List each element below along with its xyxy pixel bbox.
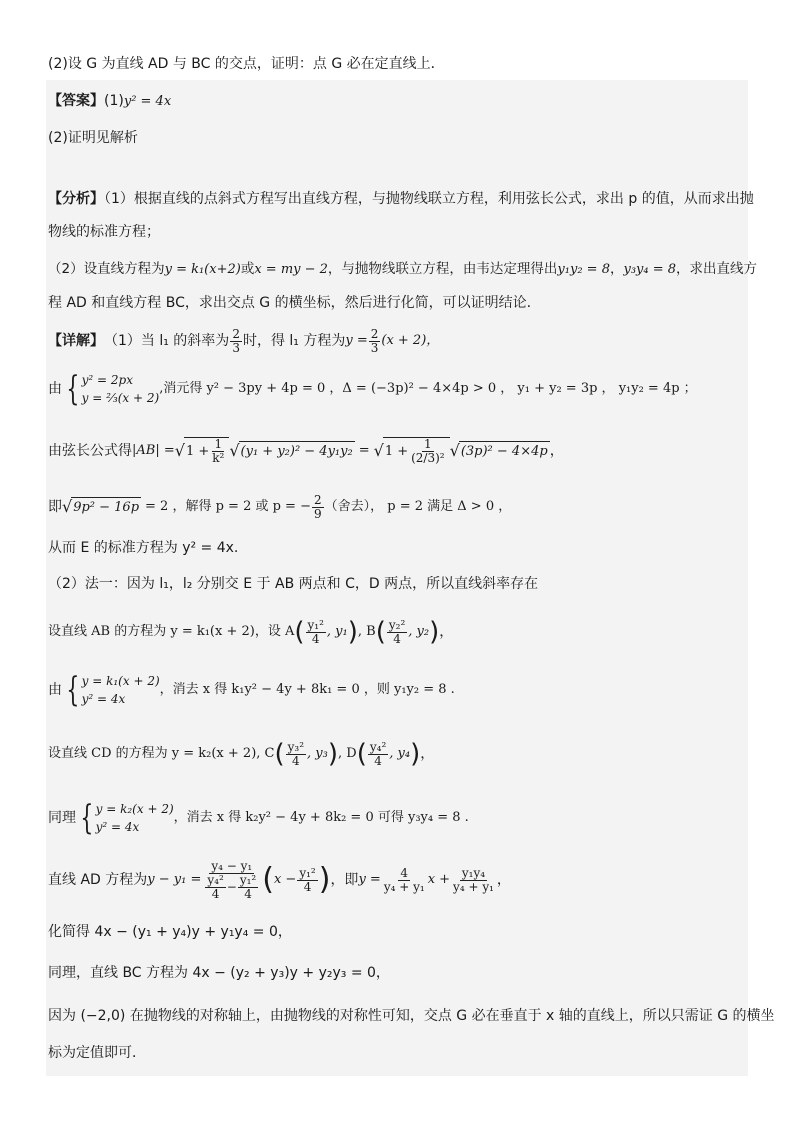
answer-1-label: (1) bbox=[104, 93, 124, 109]
sqrt-icon-2: √ bbox=[229, 441, 240, 460]
sqrt-icon-5: √ bbox=[62, 497, 73, 516]
question-2-line: (2)设 G 为直线 AD 与 BC 的交点，证明：点 G 必在定直线上． bbox=[48, 56, 445, 72]
fraction-product-over-sum: $\frac{\text{y₁y₄}}{\text{y₄ + y₁}}$ bbox=[453, 865, 494, 894]
because-line-2: 标为定值即可． bbox=[48, 1045, 146, 1061]
ji-label: 即 bbox=[48, 499, 62, 515]
ji-text: = 2 ，解得 p = 2 或 p = − bbox=[145, 499, 311, 514]
analysis-line-1 bbox=[48, 189, 754, 209]
sqrt-term-1: 1 + $\frac{1}{\text{k²}}$ bbox=[184, 437, 229, 465]
system-3-line bbox=[48, 796, 748, 840]
answer-line bbox=[48, 91, 748, 112]
analysis-line-2d: 程 AD 和直线方程 BC，求出交点 G 的横坐标，然后进行化简，可以证明结论. bbox=[48, 295, 532, 311]
answer-1-eq: y² = 4x bbox=[123, 94, 172, 109]
detail-text-1a: （1）当 l₁ 的斜率为 bbox=[104, 333, 230, 349]
system-1-line bbox=[48, 364, 748, 414]
chord-length-line bbox=[48, 426, 748, 476]
ji-radicand: 9p² − 16p bbox=[71, 497, 141, 518]
bc-line: 同理，直线 BC 方程为 4x − (y₂ + y₃)y + y₂y₃ = 0， bbox=[48, 965, 390, 981]
elimination-text: ,消元得 y² − 3py + 4p = 0 ，Δ = (−3p)² − 4×4p > 0 ， y₁ + y₂ = 3p ， y₁y₂ = 4p ； bbox=[159, 381, 697, 396]
analysis-text-2a: （2）设直线方程为 bbox=[48, 261, 165, 277]
chord-equals: = bbox=[358, 443, 370, 458]
detail-tag: 【详解】 bbox=[48, 333, 104, 349]
fraction-two-ninths: $\frac{2}{9}$ bbox=[313, 492, 322, 521]
fraction-y2sq-4: $\frac{\text{y₂²}}{4}$ bbox=[388, 617, 406, 646]
detail-eq-1: y = bbox=[345, 333, 368, 348]
ab-text-a: 设直线 AB 的方程为 y = k₁(x + 2)，设 A bbox=[48, 624, 295, 639]
fraction-y3sq-4: $\frac{\text{y₃²}}{4}$ bbox=[287, 739, 305, 768]
sqrt-icon: √ bbox=[174, 441, 185, 460]
analysis-or: 或 bbox=[240, 261, 255, 277]
analysis-eq-2: x = my − 2 bbox=[254, 262, 328, 277]
detail-text-1b: 时，得 l₁ 方程为 bbox=[242, 333, 346, 349]
fraction-4-over-sum: $\frac{4}{\text{y₄ + y₁}}$ bbox=[383, 865, 425, 894]
fraction-y1sq-4-b: $\frac{\text{y₁²}}{4}$ bbox=[299, 865, 316, 894]
fraction-two-thirds-b: $\frac{2}{3}$ bbox=[370, 326, 379, 355]
you-label: 由 bbox=[48, 381, 62, 397]
ji-line bbox=[48, 492, 748, 522]
chord-end: ， bbox=[549, 443, 564, 459]
chord-ab: |AB| = bbox=[132, 443, 175, 458]
ad-x-plus: x + bbox=[427, 872, 451, 887]
cd-text-a: 设直线 CD 的方程为 y = k₂(x + 2), C bbox=[48, 746, 275, 761]
part-2-line: （2）法一：因为 l₁，l₂ 分别交 E 于 AB 两点和 C，D 两点，所以直线斜率存在 bbox=[48, 576, 539, 592]
sqrt-term-2: (y₁ + y₂)² − 4y₁y₂ bbox=[239, 441, 355, 462]
line-cd-setup: 设直线 CD 的方程为 y = k₂(x + 2), C ( $\frac{\text{y₃²}}{4}$ , y₃ ) , D ( $\frac{\text{y₄²}}{4}$ , y₄ ) ， bbox=[48, 739, 435, 769]
ji-text-2: （舍去）， p = 2 满足 Δ > 0 ， bbox=[324, 499, 512, 514]
analysis-line-1b: 物线的标准方程； bbox=[48, 224, 160, 240]
line-ad-equation: 直线 AD 方程为 y − y₁ = y₄ − y₁ $\frac{\text{y₄²}}{4}$ − $\frac{\text{y₁²}}{4}$ ( x − $\frac{\text{y₁²}}{4}$ ) ，即 y = $\frac{4}{\text{y₄ + y₁}}$ x + $\frac{\text{y₁y₄}}{\text{y₄ + y₁}}$ ， bbox=[48, 858, 511, 901]
answer-tag: 【答案】 bbox=[48, 93, 104, 109]
ad-label: 直线 AD 方程为 bbox=[48, 872, 148, 888]
standard-equation-line: 从而 E 的标准方程为 y² = 4x. bbox=[48, 540, 239, 556]
detail-eq-1b: (x + 2)， bbox=[381, 333, 440, 348]
analysis-line-2: （2）设直线方程为y = k₁(x+2)或x = my − 2，与抛物线联立方程，由韦达定理得出y₁y₂ = 8，y₃y₄ = 8，求出直线方 bbox=[48, 261, 758, 277]
analysis-eq-3: y₁y₂ = 8 bbox=[557, 262, 610, 277]
cd-text-c: , D bbox=[338, 746, 357, 761]
analysis-text-2c: ，求出直线方 bbox=[676, 261, 758, 277]
analysis-eq-1: y = k₁(x+2) bbox=[164, 262, 241, 277]
ad-ji: ，即 bbox=[330, 872, 359, 888]
chord-label: 由弦长公式得 bbox=[48, 443, 132, 459]
system-2-line bbox=[48, 668, 748, 712]
you-label-2: 由 bbox=[48, 682, 62, 698]
sqrt-term-3: 1 + $\frac{1}{\text{(2/3)²}}$ bbox=[383, 437, 450, 465]
ad-lhs: y − y₁ = bbox=[147, 872, 202, 887]
ad-y: y = bbox=[358, 872, 381, 887]
line-ab-setup: 设直线 AB 的方程为 y = k₁(x + 2)，设 A ( $\frac{\text{y₁²}}{4}$ , y₁ ) , B ( $\frac{\text{y₂²}}{4}$ , y₂ ) ， bbox=[48, 617, 454, 647]
analysis-eq-4: y₃y₄ = 8 bbox=[623, 262, 677, 277]
because-line: 因为 (−2,0) 在抛物线的对称轴上，由抛物线的对称性可知，交点 G 必在垂直于 x 轴的直线上，所以只需证 G 的横坐 bbox=[48, 1008, 775, 1024]
simplify-line: 化简得 4x − (y₁ + y₄)y + y₁y₄ = 0， bbox=[48, 924, 292, 940]
analysis-text-1: （1）根据直线的点斜式方程写出直线方程，与抛物线联立方程，利用弦长公式，求出 p 的值，从而求出抛 bbox=[104, 191, 754, 207]
equation-system-1: { y² = 2px y = ⅔(x + 2) bbox=[66, 369, 160, 409]
ab-text-c: , B bbox=[357, 624, 376, 639]
detail-line-1 bbox=[48, 326, 748, 356]
system-3-text: ，消去 x 得 k₂y² − 4y + 8k₂ = 0 可得 y₃y₄ = 8 . bbox=[173, 810, 469, 825]
equation-system-2: { y = k₁(x + 2) y² = 4x bbox=[66, 670, 160, 710]
system-2-text: ，消去 x 得 k₁y² − 4y + 8k₁ = 0 ，则 y₁y₂ = 8 . bbox=[159, 682, 455, 697]
fraction-two-thirds: $\frac{2}{3}$ bbox=[232, 326, 240, 355]
fraction-y4sq-4: $\frac{\text{y₄²}}{4}$ bbox=[369, 739, 387, 768]
fraction-slope-ad: y₄ − y₁ $\frac{\text{y₄²}}{4}$ − $\frac{\text{y₁²}}{4}$ bbox=[207, 858, 257, 901]
equation-system-3: { y = k₂(x + 2) y² = 4x bbox=[80, 798, 174, 838]
tongli-label: 同理 bbox=[48, 810, 76, 826]
answer-2-line: (2)证明见解析 bbox=[48, 130, 138, 146]
fraction-y1sq-4: $\frac{\text{y₁²}}{4}$ bbox=[307, 617, 324, 646]
sqrt-term-4: (3p)² − 4×4p bbox=[459, 441, 550, 462]
analysis-text-2b: ，与抛物线联立方程，由韦达定理得出 bbox=[327, 261, 558, 277]
sqrt-icon-4: √ bbox=[449, 441, 460, 460]
sqrt-icon-3: √ bbox=[373, 441, 384, 460]
analysis-tag: 【分析】 bbox=[48, 191, 104, 207]
